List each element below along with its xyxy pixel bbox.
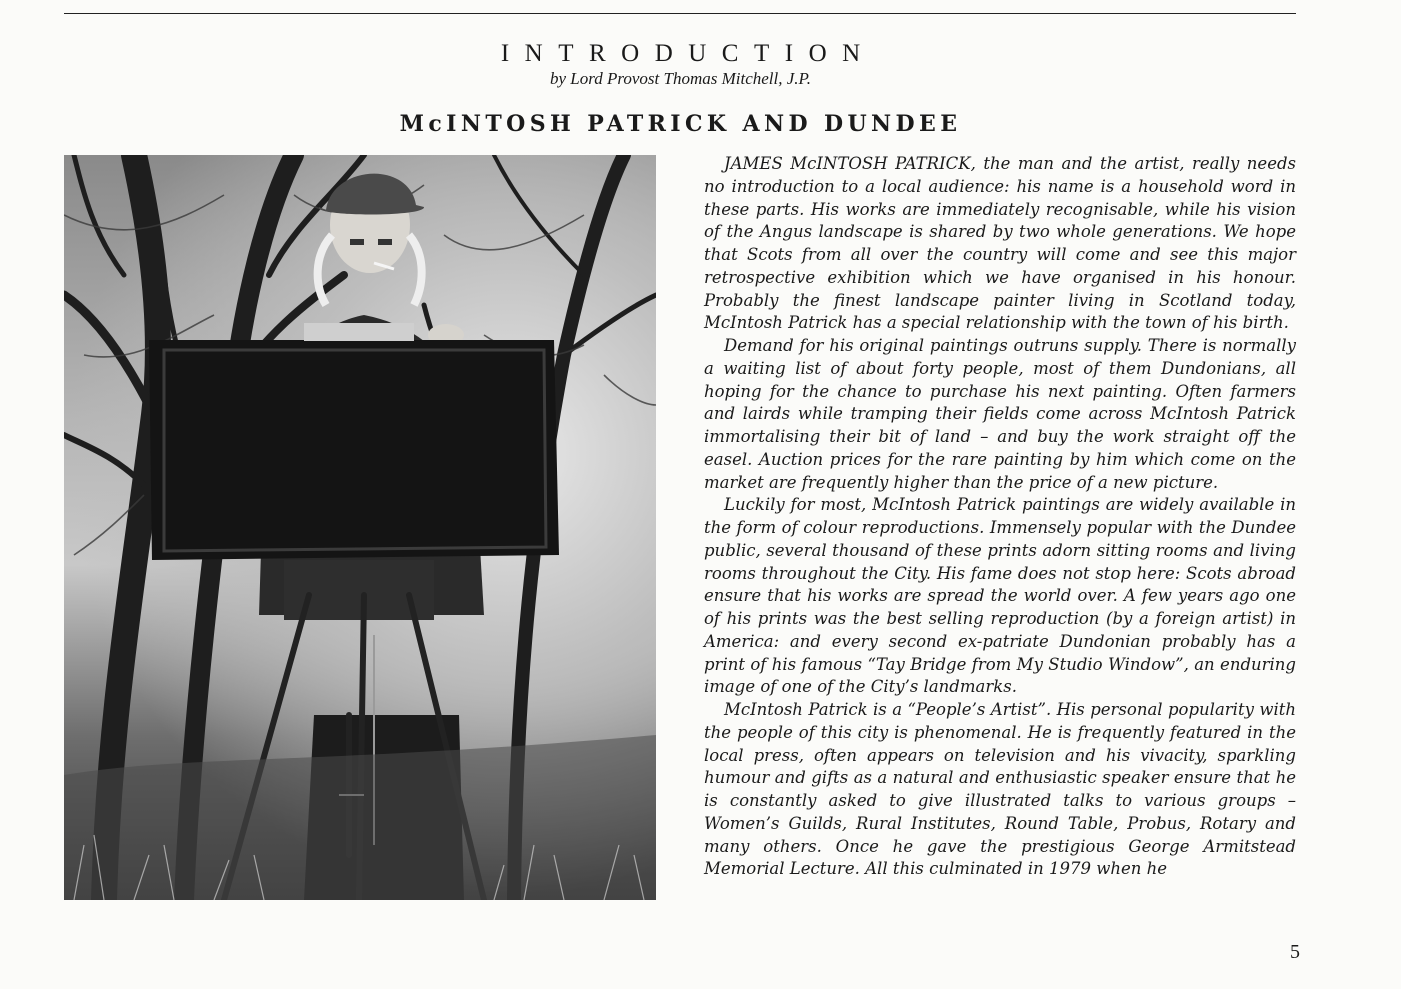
- article-body: [704, 153, 1296, 881]
- artist-photograph: [64, 155, 656, 900]
- photograph-illustration: [64, 155, 656, 900]
- body-paragraph: McIntosh Patrick is a “People’s Artist”. His personal popularity with the people of this city is phenomenal. He is frequently featured in the local press, often appears on television and his vivacity, sparkling humour and gifts as a natural and enthusiastic speaker ensure that he is constantly asked to give illustrated talks to various groups – Women’s Guilds, Rural Institutes, Round Table, Probus, Rotary and many others. Once he gave the prestigious George Armitstead Memorial Lecture. All this culminated in 1979 when he: [704, 700, 1296, 879]
- byline: by Lord Provost Thomas Mitchell, J.P.: [550, 69, 811, 88]
- body-paragraph: JAMES McINTOSH PATRICK, the man and the artist, really needs no introduction to a local audience: his name is a household word in these parts. His works are immediately recognisable, while his vision of the Angus landscape is shared by two whole generations. We hope that Scots from all over the country will come and see this major retrospective exhibition which we have organised in his honour. Probably the finest landscape painter living in Scotland today, McIntosh Patrick has a special relationship with the town of his birth.: [704, 154, 1296, 333]
- page-number: 5: [1290, 941, 1300, 963]
- body-paragraph: Demand for his original paintings outruns supply. There is normally a waiting list of about forty people, most of them Dundonians, all hoping for the chance to purchase his next painting. Often farmers and lairds while tramping their fields come across McIntosh Patrick immortalising their bit of land – and buy the work straight off the easel. Auction prices for the rare painting by him which come on the market are frequently higher than the price of a new picture.: [704, 336, 1296, 492]
- body-paragraph: Luckily for most, McIntosh Patrick paintings are widely available in the form of colour reproductions. Immensely popular with the Dundee public, several thousand of these prints adorn sitting rooms and living rooms throughout the City. His fame does not stop here: Scots abroad ensure that his works are spread the world over. A few years ago one of his prints was the best selling reproduction (by a foreign artist) in America: and every second ex-patriate Dundonian probably has a print of his famous “Tay Bridge from My Studio Window”, an enduring image of one of the City’s landmarks.: [704, 495, 1296, 697]
- article-title: McINTOSH PATRICK AND DUNDEE: [399, 111, 962, 137]
- section-heading: INTRODUCTION: [500, 40, 876, 67]
- top-rule: [64, 13, 1296, 14]
